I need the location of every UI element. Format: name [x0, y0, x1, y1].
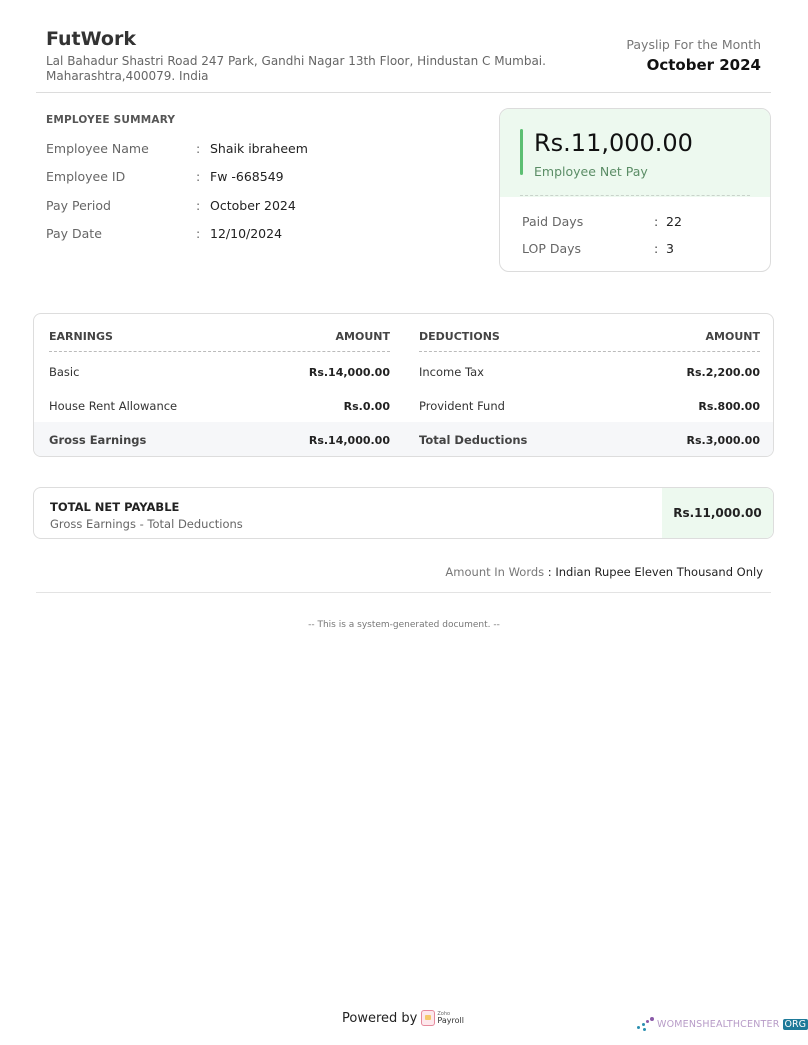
accent-bar	[520, 129, 523, 175]
watermark-text: WOMENSHEALTHCENTER	[657, 1018, 780, 1030]
powered-by	[342, 1010, 464, 1026]
powered-by-label: Powered by	[342, 1010, 418, 1026]
days-colon: :	[654, 214, 659, 229]
paid-days-value: 22	[666, 214, 682, 229]
summary-row-pay-date	[46, 220, 466, 249]
summary-row-employee-name	[46, 134, 466, 163]
company-name: FutWork	[46, 28, 136, 50]
net-payable-title: TOTAL NET PAYABLE	[50, 500, 180, 514]
deductions-row	[419, 362, 760, 382]
total-deductions-row	[419, 430, 760, 450]
employee-summary	[46, 114, 466, 248]
earning-amount: Rs.0.00	[343, 399, 390, 413]
deduction-amount: Rs.800.00	[698, 399, 760, 413]
pay-period-value: October 2024	[210, 197, 296, 213]
earnings-row	[49, 396, 390, 416]
lop-days-label: LOP Days	[522, 241, 582, 256]
amount-in-words	[445, 565, 763, 579]
paid-days-label: Paid Days	[522, 214, 584, 229]
lop-days-value: 3	[666, 241, 674, 256]
total-deductions-label: Total Deductions	[419, 433, 528, 447]
gross-earnings-amount: Rs.14,000.00	[308, 433, 390, 447]
summary-label: Pay Period	[46, 197, 111, 213]
amount-in-words-value: : Indian Rupee Eleven Thousand Only	[544, 565, 763, 579]
deduction-amount: Rs.2,200.00	[686, 365, 760, 379]
summary-label: Employee Name	[46, 140, 149, 156]
deductions-section	[419, 314, 760, 456]
total-net-payable-card	[33, 487, 774, 539]
divider	[520, 195, 750, 196]
watermark	[637, 1016, 808, 1032]
earnings-header: EARNINGS	[49, 330, 113, 343]
net-pay-label: Employee Net Pay	[534, 164, 648, 179]
zoho-logo-icon	[421, 1010, 435, 1026]
net-pay-highlight	[500, 109, 770, 197]
deductions-header-row	[419, 330, 760, 352]
zoho-brand-text: Zoho	[437, 1010, 451, 1017]
employee-name-value: Shaik ibraheem	[210, 140, 308, 156]
summary-row-employee-id	[46, 163, 466, 192]
net-payable-amount: Rs.11,000.00	[662, 488, 773, 538]
watermark-org-badge: ORG	[784, 1018, 806, 1030]
summary-label: Pay Date	[46, 226, 102, 242]
zoho-payroll-logo	[421, 1010, 464, 1026]
earning-name: House Rent Allowance	[49, 399, 178, 413]
summary-colon: :	[196, 140, 201, 156]
deductions-row	[419, 396, 760, 416]
zoho-product-text: Payroll	[437, 1015, 464, 1025]
summary-colon: :	[196, 197, 201, 213]
amount-in-words-label: Amount In Words	[445, 565, 545, 579]
watermark-dots-icon	[637, 1016, 657, 1032]
payslip-month-value: October 2024	[646, 56, 761, 74]
net-payable-formula: Gross Earnings - Total Deductions	[50, 517, 243, 531]
days-colon: :	[654, 241, 659, 256]
summary-colon: :	[196, 226, 201, 242]
divider	[36, 592, 771, 593]
deductions-amount-header: AMOUNT	[705, 330, 760, 343]
earnings-section	[49, 314, 390, 456]
deduction-name: Provident Fund	[419, 399, 505, 413]
earnings-header-row	[49, 330, 390, 352]
earnings-row	[49, 362, 390, 382]
payslip-month-label: Payslip For the Month	[626, 37, 761, 52]
system-generated-note: -- This is a system-generated document. --	[308, 620, 500, 630]
company-address: Lal Bahadur Shastri Road 247 Park, Gandhi Nagar 13th Floor, Hindustan C Mumbai. Maharashtra,400079. India	[46, 54, 546, 83]
payslip-header	[36, 28, 771, 93]
gross-earnings-row	[49, 430, 390, 450]
deductions-header: DEDUCTIONS	[419, 330, 500, 343]
deduction-name: Income Tax	[419, 365, 484, 379]
summary-row-pay-period	[46, 191, 466, 220]
earning-amount: Rs.14,000.00	[308, 365, 390, 379]
pay-date-value: 12/10/2024	[210, 226, 283, 242]
employee-summary-title: EMPLOYEE SUMMARY	[46, 114, 176, 126]
lop-days-row	[522, 241, 674, 256]
net-pay-card	[499, 108, 771, 272]
summary-colon: :	[196, 169, 201, 185]
employee-id-value: Fw -668549	[210, 169, 284, 185]
paid-days-row	[522, 214, 682, 229]
earning-name: Basic	[49, 365, 80, 379]
earnings-amount-header: AMOUNT	[335, 330, 390, 343]
net-pay-amount: Rs.11,000.00	[534, 129, 693, 157]
total-deductions-amount: Rs.3,000.00	[686, 433, 760, 447]
summary-label: Employee ID	[46, 169, 126, 185]
earnings-deductions-table	[33, 313, 774, 457]
gross-earnings-label: Gross Earnings	[49, 433, 147, 447]
